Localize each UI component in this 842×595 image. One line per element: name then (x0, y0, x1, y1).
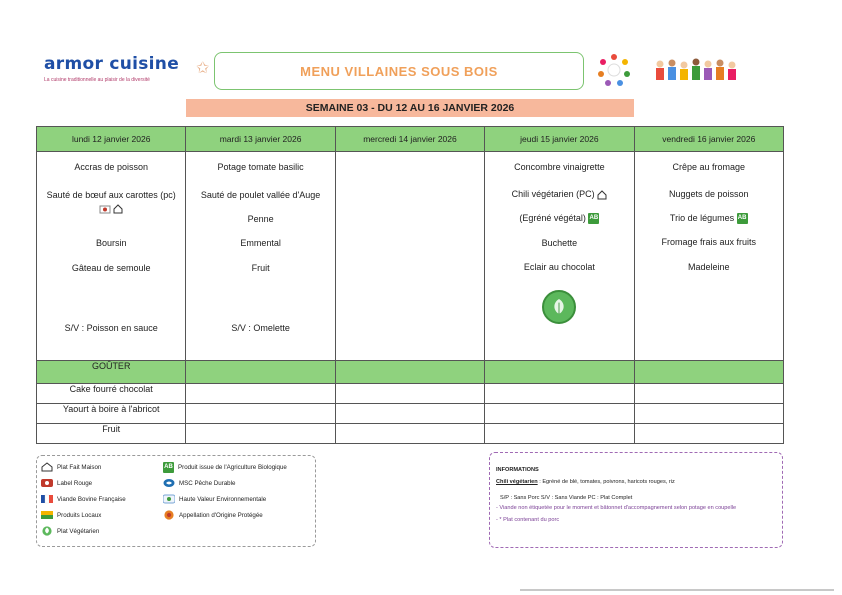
brand-tagline: La cuisine traditionnelle au plaisir de la diversité (44, 77, 150, 83)
week-banner: SEMAINE 03 - DU 12 AU 16 JANVIER 2026 (186, 99, 634, 117)
legend-item: MSC Pêche Durable (163, 478, 235, 488)
house-icon (597, 190, 607, 200)
legend-item: Label Rouge (41, 478, 92, 488)
sv-option: S/V : Poisson en sauce (64, 323, 158, 333)
day-cell-thursday (485, 152, 634, 361)
menu-item-with-icon (485, 213, 633, 224)
info-heading: INFORMATIONS (496, 467, 539, 473)
day-header: mardi 13 janvier 2026 (186, 127, 335, 152)
legend-item: AB Produit issue de l'Agriculture Biologique (164, 464, 287, 471)
info-line: - * Plat contenant du porc (496, 517, 560, 523)
house-icon (113, 204, 123, 214)
menu-item: Accras de poisson (74, 162, 148, 172)
menu-item: Boursin (95, 238, 127, 248)
menu-item: Gâteau de semoule (71, 263, 151, 273)
day-header: mercredi 14 janvier 2026 (335, 127, 484, 152)
vegetarian-icon (41, 526, 53, 536)
meal-row (37, 152, 784, 361)
children-group-icon (652, 56, 740, 84)
legend-item: Viande Bovine Française (41, 494, 126, 504)
label-rouge-icon (41, 478, 53, 488)
viande-francaise-icon (41, 494, 53, 504)
menu-item: Sauté de bœuf aux carottes (pc) (46, 190, 176, 200)
hve-icon (163, 494, 175, 504)
aop-icon (163, 510, 175, 520)
day-cell-monday (37, 152, 186, 361)
gouter-header-row (37, 361, 784, 384)
gouter-row (37, 384, 784, 404)
menu-item: Eclair au chocolat (523, 262, 595, 272)
menu-item: Crêpe au fromage (672, 162, 746, 172)
menu-table (36, 126, 784, 444)
brand-logo (44, 54, 184, 83)
day-cell-friday (634, 152, 783, 361)
legend-item: Haute Valeur Environnementale (163, 494, 266, 504)
ab-icon: AB (737, 213, 748, 224)
info-line: S/P : Sans Porc S/V : Sans Viande PC : Plat Complet (500, 495, 633, 501)
menu-item: Buchette (541, 238, 578, 248)
info-box (489, 452, 783, 548)
menu-item: Concombre vinaigrette (514, 162, 605, 172)
info-line: Chili végétarien : Egréné de blé, tomates, poivrons, haricots rouges, riz (496, 479, 675, 485)
menu-title-box (214, 52, 584, 90)
menu-item: Chili végétarien (PC) (511, 189, 595, 199)
gouter-label: GOÛTER (37, 361, 186, 384)
menu-item: Nuggets de poisson (669, 189, 749, 199)
gouter-row (37, 404, 784, 424)
produits-locaux-icon (41, 510, 53, 520)
legend-item: Plat Végétarien (41, 526, 99, 536)
house-icon (41, 462, 53, 472)
menu-item: Madeleine (688, 262, 730, 272)
menu-item: Emmental (240, 238, 281, 248)
children-circle-icon (594, 52, 634, 88)
legend-item: Appellation d'Origine Protégée (163, 510, 263, 520)
gouter-item: Fruit (37, 424, 186, 444)
day-header: vendredi 16 janvier 2026 (634, 127, 783, 152)
star-icon: ✩ (196, 60, 210, 77)
label-rouge-icon (99, 204, 111, 214)
menu-item: Penne (247, 214, 274, 224)
ab-icon: AB (588, 213, 599, 224)
day-header: lundi 12 janvier 2026 (37, 127, 186, 152)
brand-wordmark: armor cuisine (44, 54, 180, 74)
legend-item: Plat Fait Maison (41, 462, 101, 472)
menu-item-icons (37, 203, 185, 214)
info-line: - Viande non étiquetée pour le moment et bâtonnet d'accompagnement selon potage en coupelle (496, 505, 737, 511)
day-cell-wednesday (335, 152, 484, 361)
menu-item: Potage tomate basilic (217, 162, 304, 172)
menu-item: Trio de légumes (669, 213, 735, 223)
menu-item-with-icon (485, 189, 633, 200)
legend-box (36, 455, 316, 547)
gouter-item: Yaourt à boire à l'abricot (37, 404, 186, 424)
menu-item-with-icon (635, 213, 783, 224)
menu-item: (Egréné végétal) (519, 213, 586, 223)
divider (520, 589, 834, 591)
day-header-row (37, 127, 784, 152)
msc-icon (163, 478, 175, 488)
day-cell-tuesday (186, 152, 335, 361)
menu-title: MENU VILLAINES SOUS BOIS (300, 63, 498, 79)
ab-icon: AB (163, 462, 174, 473)
legend-item: Produits Locaux (41, 510, 101, 520)
day-header: jeudi 15 janvier 2026 (485, 127, 634, 152)
menu-item: Fromage frais aux fruits (661, 237, 757, 247)
menu-item: Sauté de poulet vallée d'Auge (200, 190, 321, 200)
gouter-row (37, 424, 784, 444)
gouter-item: Cake fourré chocolat (37, 384, 186, 404)
vegetarian-icon (542, 290, 576, 324)
menu-item: Fruit (251, 263, 270, 273)
sv-option: S/V : Omelette (231, 323, 290, 333)
